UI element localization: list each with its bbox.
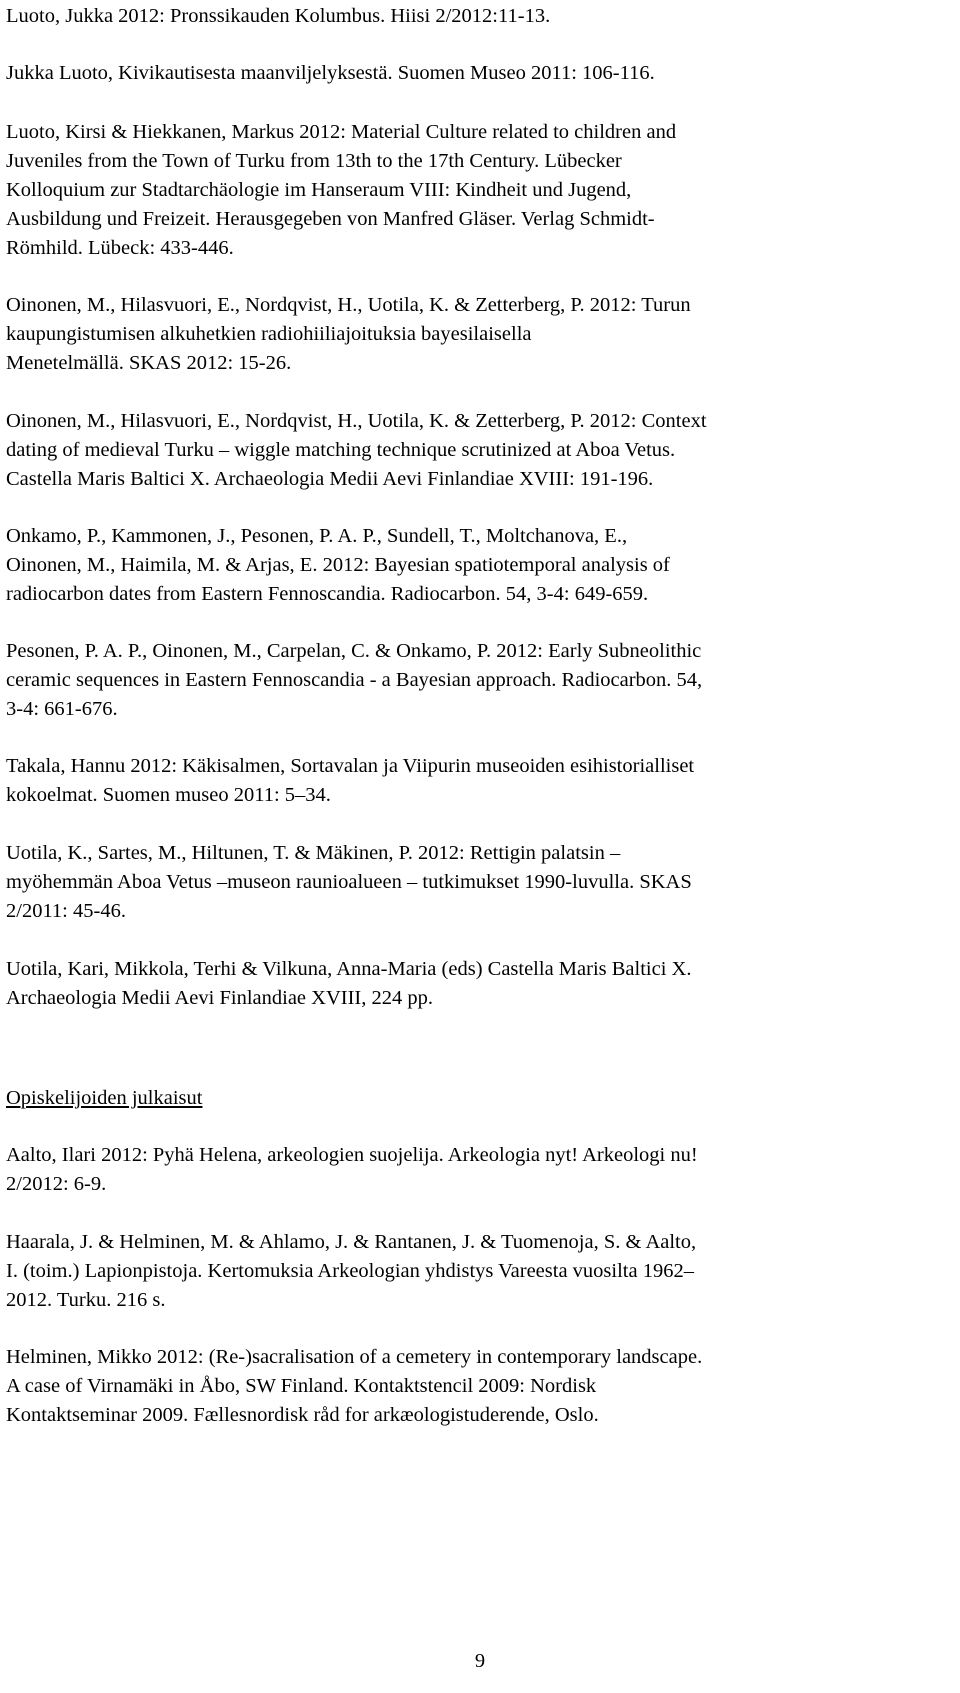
reference-line: kaupungistumisen alkuhetkien radiohiiliajoituksia bayesilaisella	[6, 323, 532, 345]
reference-line: myöhemmän Aboa Vetus –museon raunioalueen – tutkimukset 1990-luvulla. SKAS	[6, 871, 692, 893]
reference-line: 2/2012: 6-9.	[6, 1173, 107, 1195]
reference-entry	[6, 2, 550, 31]
reference-line: Jukka Luoto, Kivikautisesta maanviljelyksestä. Suomen Museo 2011: 106-116.	[6, 62, 655, 84]
reference-line: radiocarbon dates from Eastern Fennoscandia. Radiocarbon. 54, 3-4: 649-659.	[6, 583, 649, 605]
reference-line: Helminen, Mikko 2012: (Re-)sacralisation of a cemetery in contemporary landscape.	[6, 1346, 703, 1368]
reference-line: Castella Maris Baltici X. Archaeologia Medii Aevi Finlandiae XVIII: 191-196.	[6, 468, 654, 490]
reference-line: Pesonen, P. A. P., Oinonen, M., Carpelan, C. & Onkamo, P. 2012: Early Subneolithic	[6, 640, 702, 662]
reference-line: Juveniles from the Town of Turku from 13th to the 17th Century. Lübecker	[6, 150, 622, 172]
reference-line: Takala, Hannu 2012: Käkisalmen, Sortavalan ja Viipurin museoiden esihistorialliset	[6, 755, 695, 777]
reference-line: 2012. Turku. 216 s.	[6, 1289, 166, 1311]
reference-line: Menetelmällä. SKAS 2012: 15-26.	[6, 352, 292, 374]
reference-entry	[6, 59, 655, 88]
reference-line: Kolloquium zur Stadtarchäologie im Hanseraum VIII: Kindheit und Jugend,	[6, 179, 632, 201]
reference-entry	[6, 118, 676, 263]
section-heading: Opiskelijoiden julkaisut	[6, 1087, 203, 1109]
reference-line: 3-4: 661-676.	[6, 698, 118, 720]
reference-entry	[6, 1141, 698, 1199]
reference-line: Ausbildung und Freizeit. Herausgegeben von Manfred Gläser. Verlag Schmidt-	[6, 208, 655, 230]
reference-line: Römhild. Lübeck: 433-446.	[6, 237, 234, 259]
reference-entry	[6, 291, 691, 378]
reference-line: Oinonen, M., Hilasvuori, E., Nordqvist, H., Uotila, K. & Zetterberg, P. 2012: Turun	[6, 294, 691, 316]
reference-line: Oinonen, M., Haimila, M. & Arjas, E. 2012: Bayesian spatiotemporal analysis of	[6, 554, 670, 576]
reference-line: Archaeologia Medii Aevi Finlandiae XVIII, 224 pp.	[6, 987, 433, 1009]
reference-line: kokoelmat. Suomen museo 2011: 5–34.	[6, 784, 331, 806]
reference-line: dating of medieval Turku – wiggle matching technique scrutinized at Aboa Vetus.	[6, 439, 676, 461]
reference-line: 2/2011: 45-46.	[6, 900, 126, 922]
reference-line: Uotila, Kari, Mikkola, Terhi & Vilkuna, Anna-Maria (eds) Castella Maris Baltici X.	[6, 958, 692, 980]
reference-line: Uotila, K., Sartes, M., Hiltunen, T. & Mäkinen, P. 2012: Rettigin palatsin –	[6, 842, 621, 864]
reference-line: Aalto, Ilari 2012: Pyhä Helena, arkeologien suojelija. Arkeologia nyt! Arkeologi nu!	[6, 1144, 698, 1166]
reference-line: ceramic sequences in Eastern Fennoscandia - a Bayesian approach. Radiocarbon. 54,	[6, 669, 703, 691]
reference-entry	[6, 407, 707, 494]
page-number: 9	[474, 1650, 486, 1672]
reference-line: Oinonen, M., Hilasvuori, E., Nordqvist, H., Uotila, K. & Zetterberg, P. 2012: Context	[6, 410, 707, 432]
reference-line: I. (toim.) Lapionpistoja. Kertomuksia Arkeologian yhdistys Vareesta vuosilta 1962–	[6, 1260, 694, 1282]
reference-line: A case of Virnamäki in Åbo, SW Finland. Kontaktstencil 2009: Nordisk	[6, 1375, 597, 1397]
reference-line: Luoto, Jukka 2012: Pronssikauden Kolumbus. Hiisi 2/2012:11-13.	[6, 5, 551, 27]
reference-entry	[6, 839, 692, 926]
reference-entry	[6, 522, 670, 609]
reference-entry	[6, 752, 694, 810]
reference-line: Onkamo, P., Kammonen, J., Pesonen, P. A. P., Sundell, T., Moltchanova, E.,	[6, 525, 628, 547]
reference-line: Kontaktseminar 2009. Fællesnordisk råd for arkæologistuderende, Oslo.	[6, 1404, 599, 1426]
reference-line: Luoto, Kirsi & Hiekkanen, Markus 2012: Material Culture related to children and	[6, 121, 677, 143]
reference-entry	[6, 637, 702, 724]
reference-line: Haarala, J. & Helminen, M. & Ahlamo, J. & Rantanen, J. & Tuomenoja, S. & Aalto,	[6, 1231, 697, 1253]
reference-entry	[6, 1228, 696, 1315]
reference-entry	[6, 955, 691, 1013]
reference-entry	[6, 1343, 702, 1430]
